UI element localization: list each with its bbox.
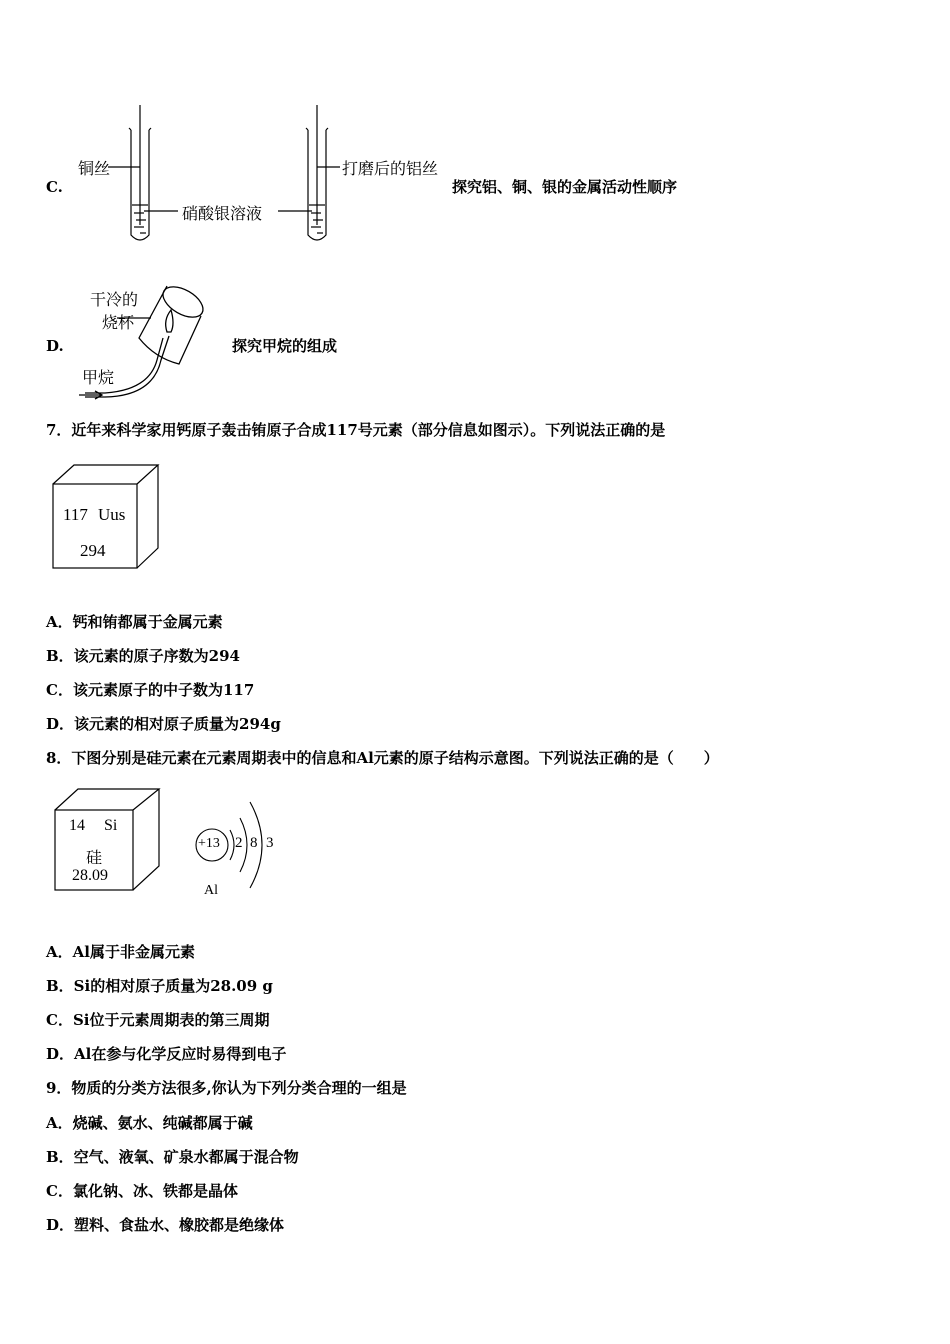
beaker-label-line2: 烧杯 (102, 313, 135, 332)
q8-stem: 8．下图分别是硅元素在元素周期表中的信息和Al元素的原子结构示意图。下列说法正确的是（ ） (46, 749, 719, 767)
element-117-mass: 294 (80, 541, 106, 560)
polished-al-wire-label: 打磨后的铝丝 (342, 159, 439, 178)
q7-stem: 7．近年来科学家用钙原子轰击铕原子合成117号元素（部分信息如图示）。下列说法正确的是 (46, 421, 666, 439)
q7-option-d: D．该元素的相对原子质量为294g (46, 715, 281, 733)
q9-option-a: A．烧碱、氨水、纯碱都属于碱 (46, 1114, 253, 1132)
si-atomic-number: 14 (69, 817, 85, 834)
si-atomic-mass: 28.09 (72, 867, 108, 884)
option-c-purpose: 探究铝、铜、银的金属活动性顺序 (452, 178, 678, 196)
q7-option-a: A．钙和铕都属于金属元素 (46, 613, 223, 631)
si-name: 硅 (86, 850, 103, 867)
option-d-purpose: 探究甲烷的组成 (232, 337, 338, 355)
element-117-symbol: Uus (98, 505, 126, 524)
option-c-letter: C. (46, 178, 63, 196)
copper-wire-label: 铜丝 (78, 159, 111, 178)
q9-option-d: D．塑料、食盐水、橡胶都是绝缘体 (46, 1216, 285, 1234)
shell-1-arc (230, 830, 234, 860)
al-shell-2: 8 (250, 835, 258, 851)
q8-option-a: A．Al属于非金属元素 (46, 943, 195, 961)
al-label: Al (204, 883, 218, 898)
q7-option-c: C．该元素原子的中子数为117 (46, 681, 255, 699)
cold-beaker (139, 286, 201, 364)
q9-option-c: C．氯化钠、冰、铁都是晶体 (46, 1182, 238, 1200)
beaker-label-line1: 干冷的 (90, 290, 139, 309)
q7-option-b: B．该元素的原子序数为294 (46, 647, 240, 665)
q8-option-c: C．Si位于元素周期表的第三周期 (46, 1011, 270, 1029)
silver-nitrate-label: 硝酸银溶液 (182, 204, 263, 223)
element-117-number: 117 (63, 505, 88, 524)
silicon-cube (52, 786, 164, 894)
q9-stem: 9．物质的分类方法很多,你认为下列分类合理的一组是 (46, 1079, 407, 1097)
methane-label: 甲烷 (82, 368, 115, 387)
al-shell-1: 2 (235, 835, 243, 851)
al-shell-3: 3 (266, 835, 274, 851)
option-d-letter: D. (46, 337, 64, 355)
flame-icon (166, 310, 173, 332)
q8-option-d: D．Al在参与化学反应时易得到电子 (46, 1045, 287, 1063)
q8-option-b: B．Si的相对原子质量为28.09 g (46, 977, 273, 995)
si-symbol: Si (104, 817, 118, 834)
q9-option-b: B．空气、液氧、矿泉水都属于混合物 (46, 1148, 299, 1166)
al-nucleus-charge: +13 (198, 836, 220, 851)
